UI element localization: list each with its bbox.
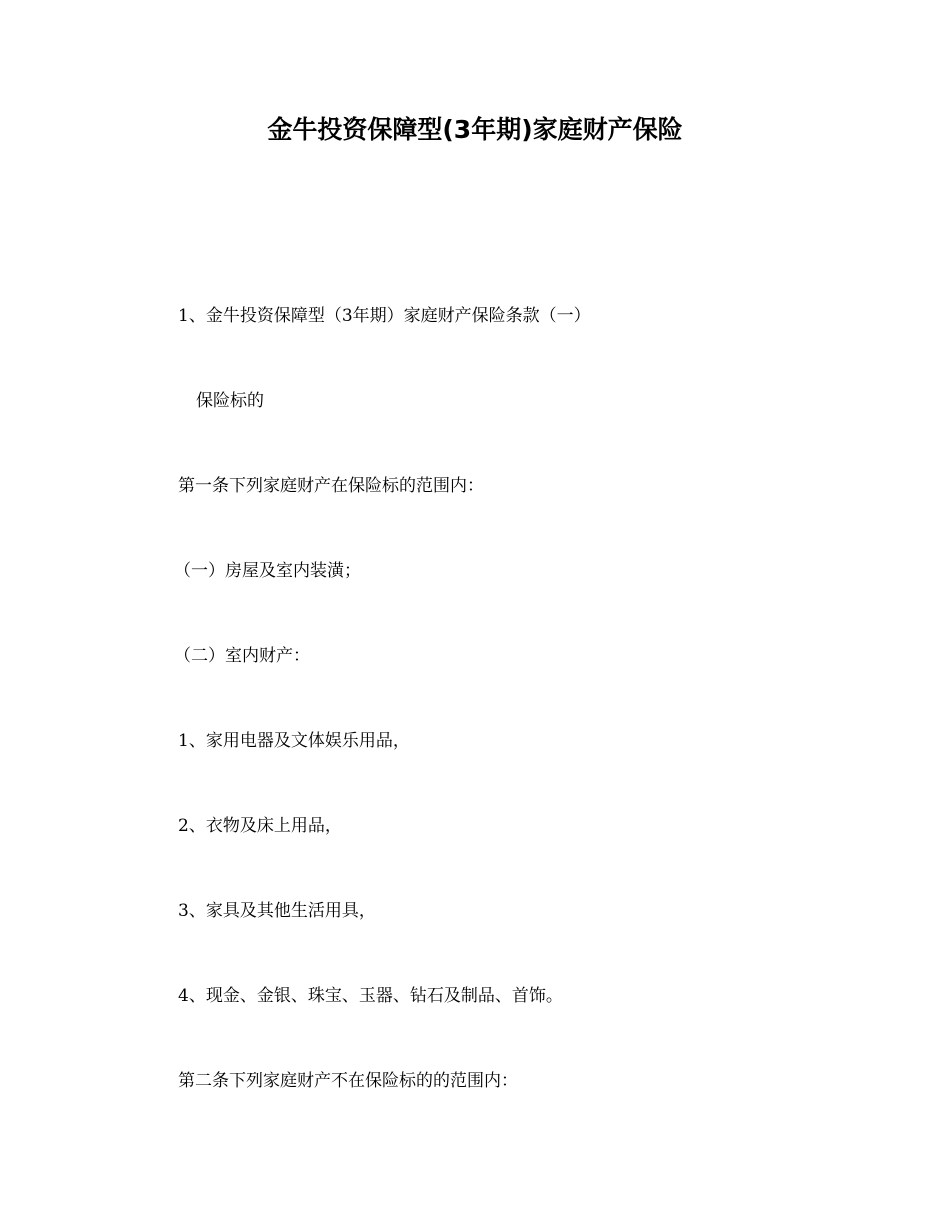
paragraph-article-2: 第二条下列家庭财产不在保险标的的范围内： <box>178 1071 518 1091</box>
paragraph-section-insured-subject: 保险标的 <box>196 391 264 411</box>
paragraph-subitem-3: 3、家具及其他生活用具， <box>178 901 376 921</box>
paragraph-item-indoor-property: （二）室内财产： <box>174 646 310 666</box>
paragraph-item-house: （一）房屋及室内装潢； <box>174 561 361 581</box>
document-title: 金牛投资保障型(3年期)家庭财产保险 <box>267 115 683 144</box>
paragraph-article-1: 第一条下列家庭财产在保险标的范围内： <box>178 476 484 496</box>
paragraph-subitem-1: 1、家用电器及文体娱乐用品， <box>178 731 410 751</box>
paragraph-subitem-4: 4、现金、金银、珠宝、玉器、钻石及制品、首饰。 <box>178 986 563 1006</box>
paragraph-subitem-2: 2、衣物及床上用品， <box>178 816 342 836</box>
paragraph-clause-heading: 1、金牛投资保障型（3年期）家庭财产保险条款（一） <box>178 306 591 326</box>
